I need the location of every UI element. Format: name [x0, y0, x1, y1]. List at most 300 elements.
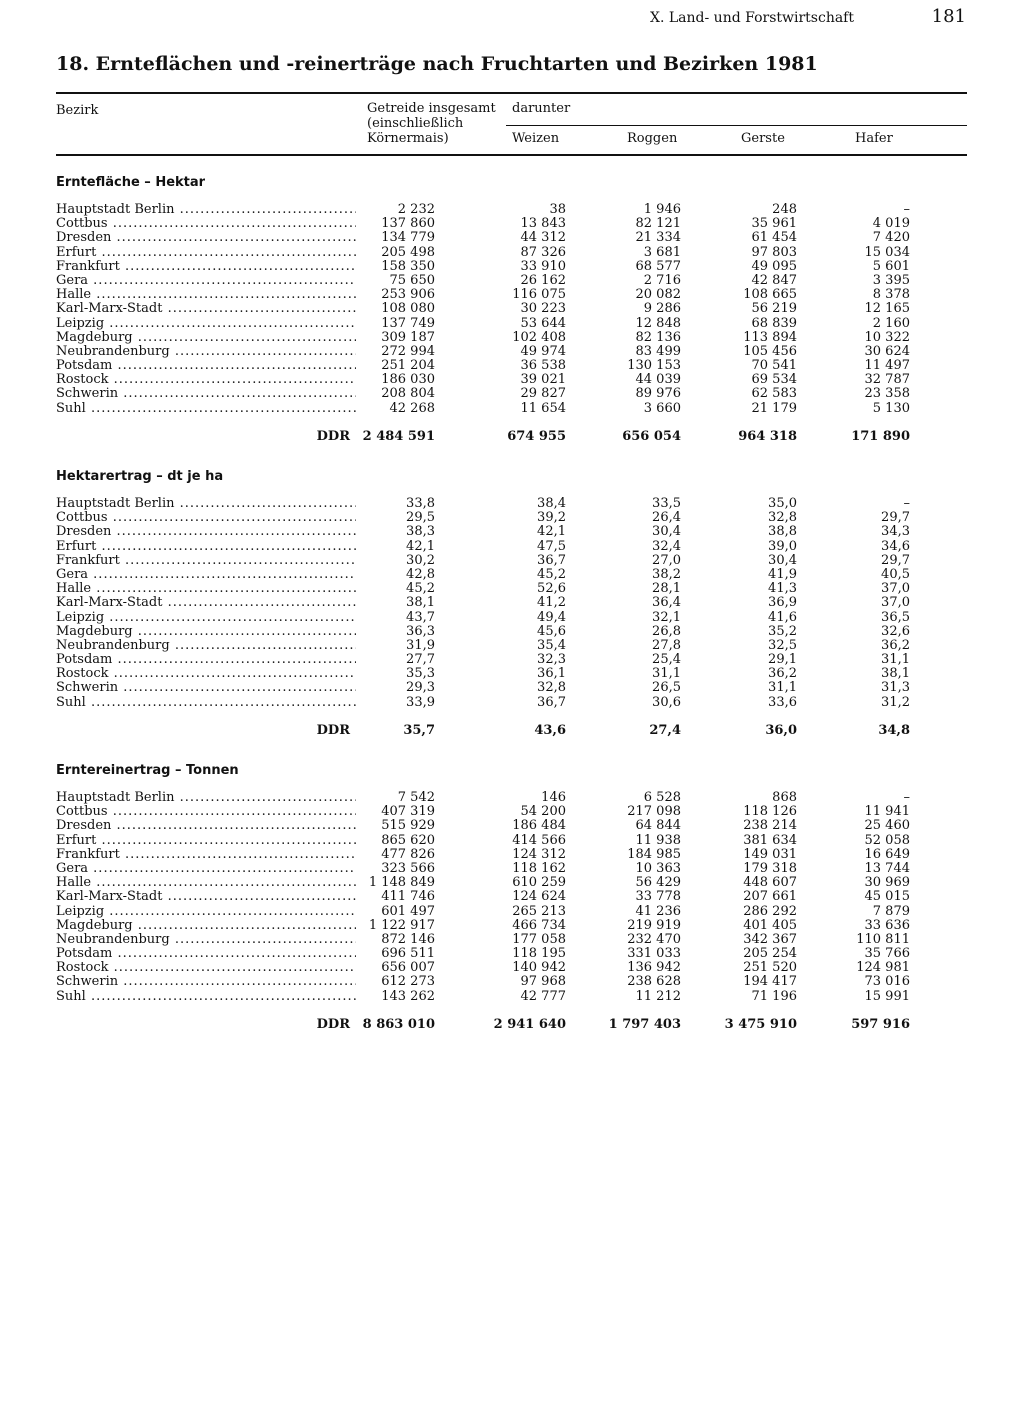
table-row: [0, 696, 1024, 710]
table-cell: 61 454: [751, 230, 797, 246]
table-cell: 33 910: [520, 258, 566, 274]
table-cell: 32,3: [537, 652, 566, 668]
table-cell: 6 528: [643, 790, 681, 805]
section-rows: [0, 791, 1024, 1034]
table-cell: 45 015: [864, 889, 910, 905]
table-cell: 42 268: [389, 400, 435, 416]
table-cell: 97 803: [751, 244, 797, 260]
table-cell: 44 039: [635, 372, 681, 388]
bezirk-name: Schwerin .....: [56, 387, 356, 401]
table-cell: 238 628: [627, 974, 681, 990]
table-cell: 49,4: [537, 609, 566, 625]
bezirk-name: Gera .....: [56, 274, 356, 288]
table-cell: 331 033: [627, 946, 681, 962]
table-cell: 39,0: [768, 538, 797, 554]
table-cell: 20 082: [635, 287, 681, 303]
table-cell: 38,1: [406, 595, 435, 611]
table-cell: 272 994: [381, 343, 435, 359]
table-cell: 45,2: [406, 581, 435, 597]
table-cell: 36,3: [406, 623, 435, 639]
table-cell: 38,2: [652, 566, 681, 582]
table-cell: 3 681: [643, 244, 681, 260]
total-row: [0, 1016, 1024, 1034]
table-cell: 75 650: [389, 272, 435, 288]
table-cell: 466 734: [512, 917, 566, 933]
section-title: Hektarertrag – dt je ha: [56, 469, 224, 484]
table-row: [0, 331, 1024, 345]
bezirk-name: Erfurt .....: [56, 540, 356, 554]
table-cell: 29,7: [881, 552, 910, 568]
table-cell: 865 620: [381, 832, 435, 848]
bezirk-name: Suhl .....: [56, 696, 356, 710]
table-cell: 35,2: [768, 623, 797, 639]
table-cell: 26,4: [652, 510, 681, 526]
bezirk-name: Dresden .....: [56, 231, 356, 245]
total-label: DDR: [316, 722, 350, 738]
table-cell: 158 350: [381, 258, 435, 274]
table-row: [0, 582, 1024, 596]
table-cell: 97 968: [520, 974, 566, 990]
bezirk-name: Halle .....: [56, 582, 356, 596]
total-cell: 8 863 010: [362, 1016, 435, 1032]
table-cell: 140 942: [512, 960, 566, 976]
table-row: [0, 876, 1024, 890]
table-cell: 118 162: [512, 860, 566, 876]
table-cell: 448 607: [743, 875, 797, 891]
table-cell: 33,8: [406, 496, 435, 511]
table-cell: 33 778: [635, 889, 681, 905]
table-cell: 31,1: [768, 680, 797, 696]
table-cell: 7 879: [872, 903, 910, 919]
table-cell: 116 075: [512, 287, 566, 303]
table-row: [0, 834, 1024, 848]
table-cell: 108 665: [743, 287, 797, 303]
table-cell: 217 098: [627, 804, 681, 820]
total-cell: 35,7: [403, 722, 435, 738]
table-cell: 42 777: [520, 988, 566, 1004]
table-cell: 143 262: [381, 988, 435, 1004]
page-header: [0, 6, 1024, 32]
table-cell: 118 126: [743, 804, 797, 820]
table-cell: 105 456: [743, 343, 797, 359]
total-cell: 2 484 591: [362, 428, 435, 444]
table-title: 18. Ernteflächen und -reinerträge nach Fruchtarten und Bezirken 1981: [56, 53, 818, 75]
table-row: [0, 681, 1024, 695]
table-cell: 37,0: [881, 581, 910, 597]
table-cell: 2 716: [643, 272, 681, 288]
table-cell: 251 204: [381, 358, 435, 374]
table-row: [0, 848, 1024, 862]
table-cell: 33,5: [652, 496, 681, 511]
table-row: [0, 317, 1024, 331]
total-cell: 964 318: [738, 428, 797, 444]
table-cell: 30 624: [864, 343, 910, 359]
bezirk-name: Neubrandenburg .....: [56, 933, 356, 947]
table-cell: 42,1: [406, 538, 435, 554]
table-cell: 21 334: [635, 230, 681, 246]
table-cell: 42,8: [406, 566, 435, 582]
table-cell: 1 148 849: [368, 875, 435, 891]
table-row: [0, 373, 1024, 387]
table-cell: 33,9: [406, 694, 435, 710]
table-cell: 43,7: [406, 609, 435, 625]
total-cell: 1 797 403: [608, 1016, 681, 1032]
table-cell: 113 894: [743, 329, 797, 345]
table-cell: 49 095: [751, 258, 797, 274]
table-cell: 25,4: [652, 652, 681, 668]
table-cell: 56 429: [635, 875, 681, 891]
table-cell: 5 601: [872, 258, 910, 274]
table-cell: 32,1: [652, 609, 681, 625]
table-cell: 130 153: [627, 358, 681, 374]
bezirk-name: Rostock .....: [56, 373, 356, 387]
table-row: [0, 639, 1024, 653]
table-cell: 36 538: [520, 358, 566, 374]
total-cell: 2 941 640: [493, 1016, 566, 1032]
table-cell: 32,8: [768, 510, 797, 526]
table-cell: 52,6: [537, 581, 566, 597]
table-cell: 30,2: [406, 552, 435, 568]
table-cell: 27,7: [406, 652, 435, 668]
table-cell: 42,1: [537, 524, 566, 540]
table-cell: 31,1: [881, 652, 910, 668]
table-cell: 7 542: [397, 790, 435, 805]
table-cell: 124 981: [856, 960, 910, 976]
table-cell: 309 187: [381, 329, 435, 345]
table-cell: 38: [549, 202, 566, 217]
bezirk-name: Potsdam .....: [56, 947, 356, 961]
total-row: [0, 428, 1024, 446]
table-cell: 872 146: [381, 931, 435, 947]
bezirk-name: Halle .....: [56, 288, 356, 302]
table-cell: 31,2: [881, 694, 910, 710]
table-row: [0, 288, 1024, 302]
table-cell: 38,4: [537, 496, 566, 511]
bezirk-name: Magdeburg .....: [56, 625, 356, 639]
table-cell: 26,8: [652, 623, 681, 639]
table-cell: 35,4: [537, 637, 566, 653]
bezirk-name: Magdeburg .....: [56, 919, 356, 933]
table-cell: 26,5: [652, 680, 681, 696]
table-cell: 68 577: [635, 258, 681, 274]
table-cell: 136 942: [627, 960, 681, 976]
bezirk-name: Magdeburg .....: [56, 331, 356, 345]
table-cell: 73 016: [864, 974, 910, 990]
table-cell: 194 417: [743, 974, 797, 990]
table-cell: 40,5: [881, 566, 910, 582]
table-cell: 477 826: [381, 846, 435, 862]
bezirk-name: Karl-Marx-Stadt .....: [56, 302, 356, 316]
bezirk-name: Cottbus .....: [56, 511, 356, 525]
total-cell: 171 890: [851, 428, 910, 444]
table-cell: 30 223: [520, 301, 566, 317]
table-cell: 32,5: [768, 637, 797, 653]
table-row: [0, 625, 1024, 639]
table-cell: 29 827: [520, 386, 566, 402]
table-cell: 11 938: [635, 832, 681, 848]
table-row: [0, 387, 1024, 401]
table-cell: 102 408: [512, 329, 566, 345]
table-cell: 407 319: [381, 804, 435, 820]
table-cell: 38,1: [881, 666, 910, 682]
table-cell: 32,4: [652, 538, 681, 554]
table-cell: 612 273: [381, 974, 435, 990]
bezirk-name: Rostock .....: [56, 667, 356, 681]
table-cell: 33,6: [768, 694, 797, 710]
bezirk-name: Gera .....: [56, 568, 356, 582]
table-cell: 253 906: [381, 287, 435, 303]
table-cell: 36,5: [881, 609, 910, 625]
table-cell: 71 196: [751, 988, 797, 1004]
header-bottom-rule: [56, 154, 967, 156]
total-cell: 674 955: [507, 428, 566, 444]
table-cell: 381 634: [743, 832, 797, 848]
table-cell: 696 511: [381, 946, 435, 962]
table-row: [0, 203, 1024, 217]
bezirk-name: Suhl .....: [56, 990, 356, 1004]
table-row: [0, 511, 1024, 525]
bezirk-name: Hauptstadt Berlin .....: [56, 791, 356, 805]
table-cell: 36,4: [652, 595, 681, 611]
table-cell: 13 843: [520, 216, 566, 232]
table-cell: 248: [772, 202, 797, 217]
table-cell: 323 566: [381, 860, 435, 876]
total-cell: 43,6: [534, 722, 566, 738]
bezirk-name: Erfurt .....: [56, 246, 356, 260]
getreide-line-1: Getreide insgesamt: [367, 101, 496, 116]
table-row: [0, 260, 1024, 274]
table-cell: 3 660: [643, 400, 681, 416]
table-cell: 15 034: [864, 244, 910, 260]
bezirk-name: Halle .....: [56, 876, 356, 890]
total-label: DDR: [316, 428, 350, 444]
table-cell: 10 322: [864, 329, 910, 345]
table-cell: 601 497: [381, 903, 435, 919]
table-cell: 87 326: [520, 244, 566, 260]
table-cell: 149 031: [743, 846, 797, 862]
table-cell: 137 749: [381, 315, 435, 331]
table-cell: 9 286: [643, 301, 681, 317]
table-cell: 45,2: [537, 566, 566, 582]
table-cell: 11 654: [520, 400, 566, 416]
total-cell: 36,0: [765, 722, 797, 738]
table-cell: 414 566: [512, 832, 566, 848]
table-cell: 208 804: [381, 386, 435, 402]
bezirk-name: Hauptstadt Berlin .....: [56, 497, 356, 511]
table-cell: 34,6: [881, 538, 910, 554]
table-row: [0, 819, 1024, 833]
table-cell: 411 746: [381, 889, 435, 905]
table-cell: 89 976: [635, 386, 681, 402]
column-header-darunter: darunter: [512, 101, 571, 116]
bezirk-name: Schwerin .....: [56, 975, 356, 989]
total-cell: 3 475 910: [724, 1016, 797, 1032]
section-title: Erntereinertrag – Tonnen: [56, 763, 239, 778]
table-row: [0, 302, 1024, 316]
table-row: [0, 217, 1024, 231]
table-row: [0, 611, 1024, 625]
table-cell: 10 363: [635, 860, 681, 876]
table-row: [0, 862, 1024, 876]
bezirk-name: Gera .....: [56, 862, 356, 876]
table-row: [0, 345, 1024, 359]
table-cell: 47,5: [537, 538, 566, 554]
total-cell: 597 916: [851, 1016, 910, 1032]
table-cell: 2 232: [397, 202, 435, 217]
column-header-roggen: Roggen: [627, 131, 678, 146]
table-cell: 41,6: [768, 609, 797, 625]
table-cell: 56 219: [751, 301, 797, 317]
bezirk-name: Leipzig .....: [56, 317, 356, 331]
bezirk-name: Hauptstadt Berlin .....: [56, 203, 356, 217]
table-cell: 2 160: [872, 315, 910, 331]
table-cell: 5 130: [872, 400, 910, 416]
table-cell: 207 661: [743, 889, 797, 905]
bezirk-name: Karl-Marx-Stadt .....: [56, 890, 356, 904]
bezirk-name: Erfurt .....: [56, 834, 356, 848]
bezirk-name: Frankfurt .....: [56, 260, 356, 274]
table-cell: 265 213: [512, 903, 566, 919]
table-cell: 39 021: [520, 372, 566, 388]
table-cell: 656 007: [381, 960, 435, 976]
table-cell: 12 165: [864, 301, 910, 317]
table-row: [0, 540, 1024, 554]
bezirk-name: Frankfurt .....: [56, 848, 356, 862]
getreide-line-3: Körnermais): [367, 131, 449, 146]
table-cell: 31,9: [406, 637, 435, 653]
table-cell: 29,5: [406, 510, 435, 526]
table-cell: 35,3: [406, 666, 435, 682]
bezirk-name: Suhl .....: [56, 402, 356, 416]
table-cell: 39,2: [537, 510, 566, 526]
bezirk-name: Leipzig .....: [56, 905, 356, 919]
table-cell: 108 080: [381, 301, 435, 317]
table-cell: 124 312: [512, 846, 566, 862]
table-cell: 205 254: [743, 946, 797, 962]
table-cell: 42 847: [751, 272, 797, 288]
table-cell: –: [903, 202, 910, 217]
bezirk-name: Cottbus .....: [56, 217, 356, 231]
table-cell: 32,8: [537, 680, 566, 696]
table-row: [0, 359, 1024, 373]
section-title: Erntefläche – Hektar: [56, 175, 206, 190]
table-cell: 36,9: [768, 595, 797, 611]
table-cell: 23 358: [864, 386, 910, 402]
table-cell: 68 839: [751, 315, 797, 331]
table-cell: 179 318: [743, 860, 797, 876]
table-row: [0, 274, 1024, 288]
table-cell: 11 212: [635, 988, 681, 1004]
bezirk-name: Cottbus .....: [56, 805, 356, 819]
table-cell: 342 367: [743, 931, 797, 947]
table-cell: 1 946: [643, 202, 681, 217]
table-cell: 219 919: [627, 917, 681, 933]
bezirk-name: Leipzig .....: [56, 611, 356, 625]
table-cell: 31,3: [881, 680, 910, 696]
table-cell: 29,3: [406, 680, 435, 696]
table-cell: 35,0: [768, 496, 797, 511]
section-rows: [0, 497, 1024, 740]
table-cell: 868: [772, 790, 797, 805]
bezirk-name: Dresden .....: [56, 525, 356, 539]
table-cell: 7 420: [872, 230, 910, 246]
table-cell: 515 929: [381, 818, 435, 834]
table-cell: 35 766: [864, 946, 910, 962]
column-header-bezirk: Bezirk: [56, 103, 99, 118]
table-row: [0, 667, 1024, 681]
table-row: [0, 933, 1024, 947]
table-cell: 41 236: [635, 903, 681, 919]
table-cell: 232 470: [627, 931, 681, 947]
table-cell: 41,3: [768, 581, 797, 597]
table-row: [0, 231, 1024, 245]
table-cell: 118 195: [512, 946, 566, 962]
table-cell: 32,6: [881, 623, 910, 639]
table-row: [0, 961, 1024, 975]
table-cell: 146: [541, 790, 566, 805]
table-cell: 83 499: [635, 343, 681, 359]
total-label: DDR: [316, 1016, 350, 1032]
table-cell: 1 122 917: [368, 917, 435, 933]
bezirk-name: Rostock .....: [56, 961, 356, 975]
table-row: [0, 905, 1024, 919]
table-cell: 25 460: [864, 818, 910, 834]
table-row: [0, 890, 1024, 904]
table-cell: 36,7: [537, 552, 566, 568]
table-cell: 49 974: [520, 343, 566, 359]
table-row: [0, 947, 1024, 961]
table-cell: 3 395: [872, 272, 910, 288]
column-header-gerste: Gerste: [741, 131, 785, 146]
table-cell: 38,3: [406, 524, 435, 540]
table-cell: 44 312: [520, 230, 566, 246]
table-cell: 186 484: [512, 818, 566, 834]
table-cell: 53 644: [520, 315, 566, 331]
table-cell: 251 520: [743, 960, 797, 976]
table-cell: 30 969: [864, 875, 910, 891]
total-cell: 656 054: [622, 428, 681, 444]
bezirk-name: Dresden .....: [56, 819, 356, 833]
table-row: [0, 554, 1024, 568]
table-cell: 33 636: [864, 917, 910, 933]
table-row: [0, 497, 1024, 511]
table-cell: 13 744: [864, 860, 910, 876]
table-cell: 11 497: [864, 358, 910, 374]
table-cell: 36,1: [537, 666, 566, 682]
table-cell: 27,8: [652, 637, 681, 653]
table-cell: 31,1: [652, 666, 681, 682]
table-cell: 29,1: [768, 652, 797, 668]
chapter-title: X. Land- und Forstwirtschaft: [650, 10, 854, 26]
total-cell: 27,4: [649, 722, 681, 738]
table-cell: 286 292: [743, 903, 797, 919]
total-row: [0, 722, 1024, 740]
table-cell: 134 779: [381, 230, 435, 246]
table-cell: 205 498: [381, 244, 435, 260]
bezirk-name: Frankfurt .....: [56, 554, 356, 568]
bezirk-name: Potsdam .....: [56, 359, 356, 373]
table-row: [0, 525, 1024, 539]
total-cell: 34,8: [878, 722, 910, 738]
table-row: [0, 805, 1024, 819]
table-cell: 21 179: [751, 400, 797, 416]
table-cell: –: [903, 496, 910, 511]
table-row: [0, 596, 1024, 610]
table-cell: 36,2: [881, 637, 910, 653]
table-cell: 8 378: [872, 287, 910, 303]
table-cell: 12 848: [635, 315, 681, 331]
table-cell: 38,8: [768, 524, 797, 540]
